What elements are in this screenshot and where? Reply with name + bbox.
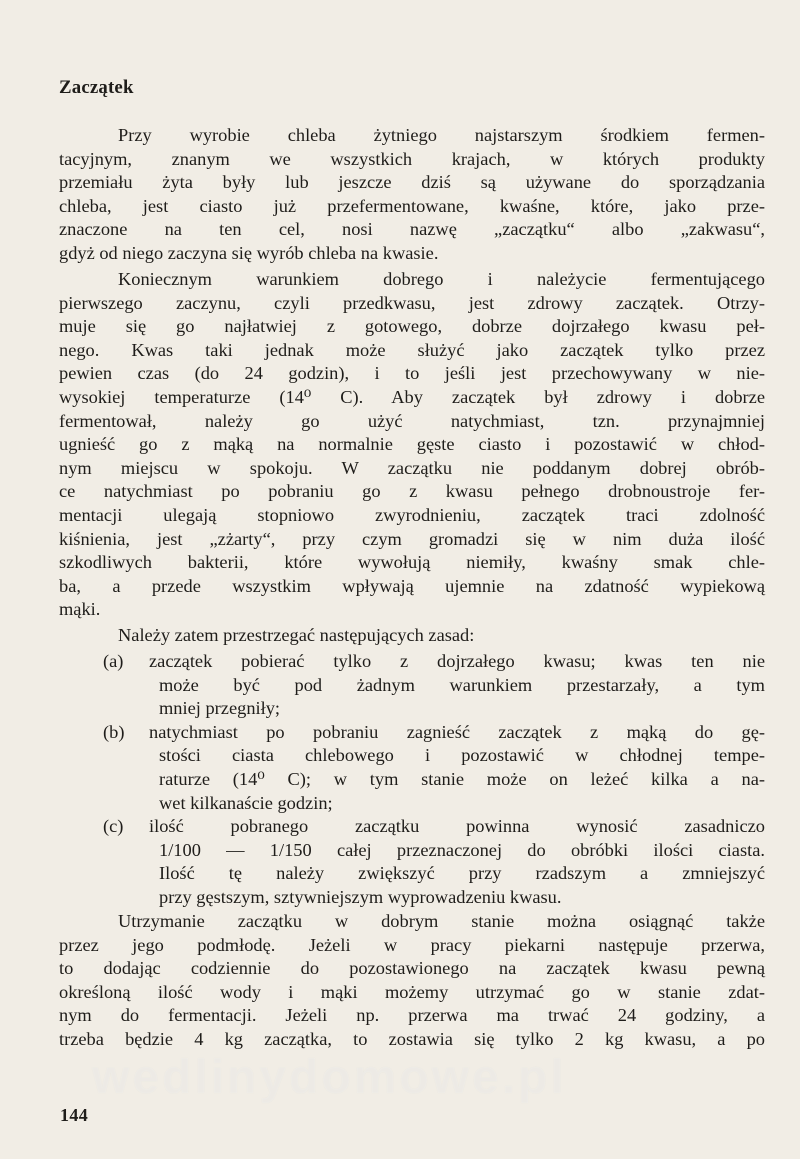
- paragraph-line: chleba, jest ciasto już przefermentowane, kwaśne, które, jako prze-: [59, 195, 765, 216]
- list-marker: (b): [103, 721, 125, 742]
- list-line: raturze (14⁰ C); w tym stanie może on leżeć kilka a na-: [159, 768, 765, 789]
- paragraph-line: ugnieść go z mąką na normalnie gęste ciasto i pozostawić w chłod-: [59, 434, 765, 455]
- paragraph-line: mąki.: [59, 599, 101, 620]
- list-marker: (c): [103, 816, 124, 837]
- paragraph-line: przemiału żyta były lub jeszcze dziś są używane do sporządzania: [59, 172, 765, 193]
- paragraph-2: [59, 268, 765, 622]
- list-line: ilość pobranego zaczątku powinna wynosić zasadniczo: [149, 816, 765, 837]
- paragraph-1: [59, 124, 765, 266]
- paragraph-line: ba, a przede wszystkim wpływają ujemnie na zdatność wypiekową: [59, 575, 765, 596]
- section-heading: Zaczątek: [59, 77, 134, 98]
- list-item: [103, 721, 765, 815]
- list-line: może być pod żadnym warunkiem przestarzały, a tym: [159, 674, 765, 695]
- list-item: [103, 650, 765, 721]
- paragraph-line: kiśnienia, jest „zżarty“, przy czym gromadzi się w nim duża ilość: [59, 528, 765, 549]
- list-line: natychmiast po pobraniu zagnieść zaczątek z mąką do gę-: [149, 721, 765, 742]
- paragraph-3: [59, 624, 765, 648]
- paragraph-line: tacyjnym, znanym we wszystkich krajach, w których produkty: [59, 148, 765, 169]
- paragraph-line: to dodając codziennie do pozostawionego na zaczątek kwasu pewną: [59, 958, 765, 979]
- paragraph-line: szkodliwych bakterii, które wywołują niemiły, kwaśny smak chle-: [59, 552, 765, 573]
- paragraph-line: trzeba będzie 4 kg zaczątka, to zostawia się tylko 2 kg kwasu, a po: [59, 1028, 765, 1049]
- paragraph-line: ce natychmiast po pobraniu go z kwasu pełnego drobnoustroje fer-: [59, 481, 765, 502]
- list-item-text: [149, 721, 765, 815]
- list-marker: (a): [103, 651, 124, 671]
- paragraph-line: wysokiej temperaturze (14⁰ C). Aby zaczątek był zdrowy i dobrze: [59, 386, 765, 407]
- paragraph-line: Należy zatem przestrzegać następujących zasad:: [118, 625, 475, 645]
- paragraph-line: nego. Kwas taki jednak może służyć jako zaczątek tylko przez: [59, 339, 765, 360]
- rules-list: [103, 650, 765, 910]
- watermark-text: wedlinydomowe.pl: [92, 1051, 567, 1104]
- list-item: [103, 815, 765, 909]
- paragraph-line: muje się go najłatwiej z gotowego, dobrze dojrzałego kwasu peł-: [59, 316, 765, 337]
- list-line: stości ciasta chlebowego i pozostawić w chłodnej tempe-: [159, 745, 765, 766]
- paragraph-line: przez jego podmłodę. Jeżeli w pracy piekarni następuje przerwa,: [59, 934, 765, 955]
- paragraph-line: znaczone na ten cel, nosi nazwę „zaczątku“ albo „zakwasu“,: [59, 219, 765, 240]
- paragraph-line: określoną ilość wody i mąki możemy utrzymać go w stanie zdat-: [59, 981, 765, 1002]
- paragraph-line: Koniecznym warunkiem dobrego i należycie fermentującego: [118, 269, 765, 289]
- paragraph-line: mentacji ulegają stopniowo zwyrodnieniu, zaczątek traci zdolność: [59, 504, 765, 525]
- list-line: mniej przegniły;: [159, 698, 281, 719]
- paragraph-line: pewien czas (do 24 godzin), i to jeśli jest przechowywany w nie-: [59, 363, 765, 384]
- page-number: 144: [60, 1105, 89, 1125]
- list-item-text: [149, 815, 765, 909]
- list-line: wet kilkanaście godzin;: [159, 792, 333, 813]
- paragraph-line: fermentował, należy go użyć natychmiast, tzn. przynajmniej: [59, 410, 765, 431]
- paragraph-line: Utrzymanie zaczątku w dobrym stanie można osiągnąć także: [118, 911, 765, 931]
- list-line: 1/100 — 1/150 całej przeznaczonej do obróbki ilości ciasta.: [159, 839, 765, 860]
- paragraph-4: [59, 910, 765, 1052]
- paragraph-line: nym miejscu w spokoju. W zaczątku nie poddanym dobrej obrób-: [59, 457, 765, 478]
- list-line: Ilość tę należy zwiększyć przy rzadszym a zmniejszyć: [159, 863, 765, 884]
- paragraph-line: pierwszego zaczynu, czyli przedkwasu, jest zdrowy zaczątek. Otrzy-: [59, 292, 765, 313]
- list-line: przy gęstszym, sztywniejszym wyprowadzeniu kwasu.: [159, 886, 562, 907]
- paragraph-line: gdyż od niego zaczyna się wyrób chleba na kwasie.: [59, 242, 439, 263]
- paragraph-line: Przy wyrobie chleba żytniego najstarszym środkiem fermen-: [118, 125, 765, 145]
- list-line: zaczątek pobierać tylko z dojrzałego kwasu; kwas ten nie: [149, 651, 765, 671]
- list-item-text: [149, 650, 765, 721]
- paragraph-line: nym do fermentacji. Jeżeli np. przerwa ma trwać 24 godziny, a: [59, 1005, 765, 1026]
